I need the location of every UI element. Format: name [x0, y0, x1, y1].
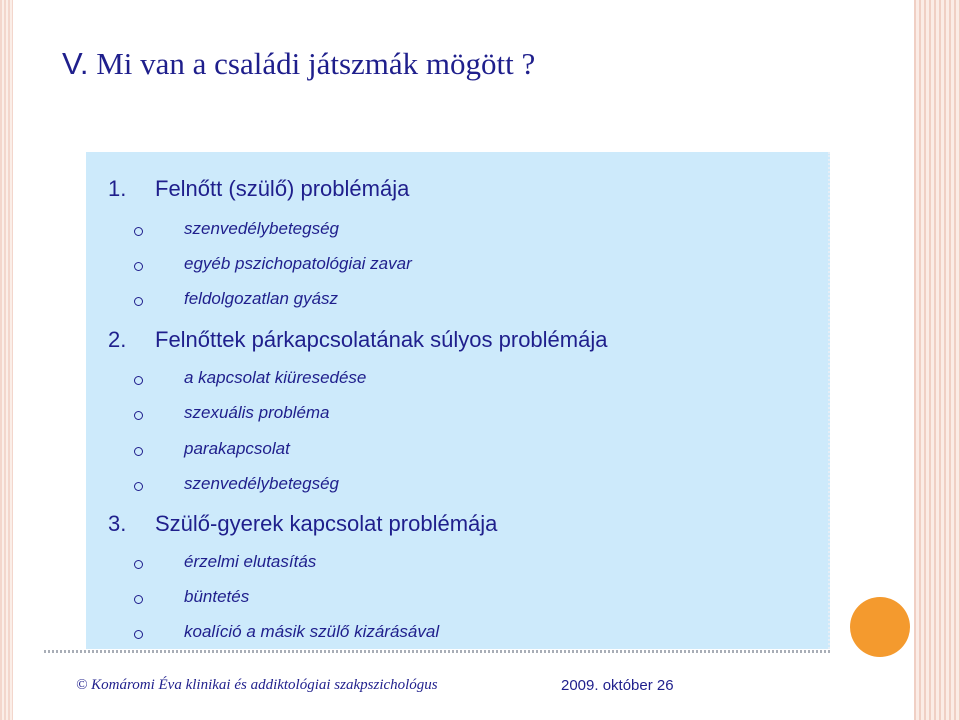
orange-circle-decoration [850, 597, 910, 657]
list-item-text: koalíció a másik szülő kizárásával [184, 622, 440, 641]
circle-bullet-icon [134, 411, 143, 420]
circle-bullet-icon [134, 262, 143, 271]
section-number: 2. [108, 327, 127, 352]
list-item-text: érzelmi elutasítás [184, 552, 317, 571]
list-item-text: parakapcsolat [184, 439, 290, 458]
section-number: 1. [108, 176, 127, 201]
slide-title-text: Mi van a családi játszmák mögött ? [96, 46, 536, 81]
list-item-text: szenvedélybetegség [184, 219, 340, 238]
slide-title [62, 46, 535, 82]
circle-bullet-icon [134, 560, 143, 569]
section-heading-2 [108, 327, 607, 353]
circle-bullet-icon [134, 482, 143, 491]
section-heading-text: Felnőttek párkapcsolatának súlyos problémája [155, 327, 608, 352]
circle-bullet-icon [134, 595, 143, 604]
section-number: 3. [108, 511, 127, 536]
slide-title-prefix: V. [62, 46, 89, 81]
section-heading-text: Szülő-gyerek kapcsolat problémája [155, 511, 498, 536]
circle-bullet-icon [134, 376, 143, 385]
list-item-text: szenvedélybetegség [184, 474, 340, 493]
circle-bullet-icon [134, 630, 143, 639]
list-item-text: feldolgozatlan gyász [184, 289, 339, 308]
footer-date: 2009. október 26 [561, 677, 674, 694]
section-heading-text: Felnőtt (szülő) problémája [155, 176, 410, 201]
list-item-text: egyéb pszichopatológiai zavar [184, 254, 412, 273]
footer-author: © Komáromi Éva klinikai és addiktológiai szakpszichológus [76, 677, 438, 693]
list-item-text: a kapcsolat kiüresedése [184, 368, 367, 387]
circle-bullet-icon [134, 297, 143, 306]
circle-bullet-icon [134, 227, 143, 236]
list-item-text: büntetés [184, 587, 250, 606]
list-item-text: szexuális probléma [184, 403, 330, 422]
section-heading-3 [108, 511, 497, 537]
left-decorative-stripe [0, 0, 13, 720]
footer-divider [44, 650, 832, 653]
section-heading-1 [108, 176, 409, 202]
circle-bullet-icon [134, 447, 143, 456]
right-decorative-stripe [914, 0, 960, 720]
